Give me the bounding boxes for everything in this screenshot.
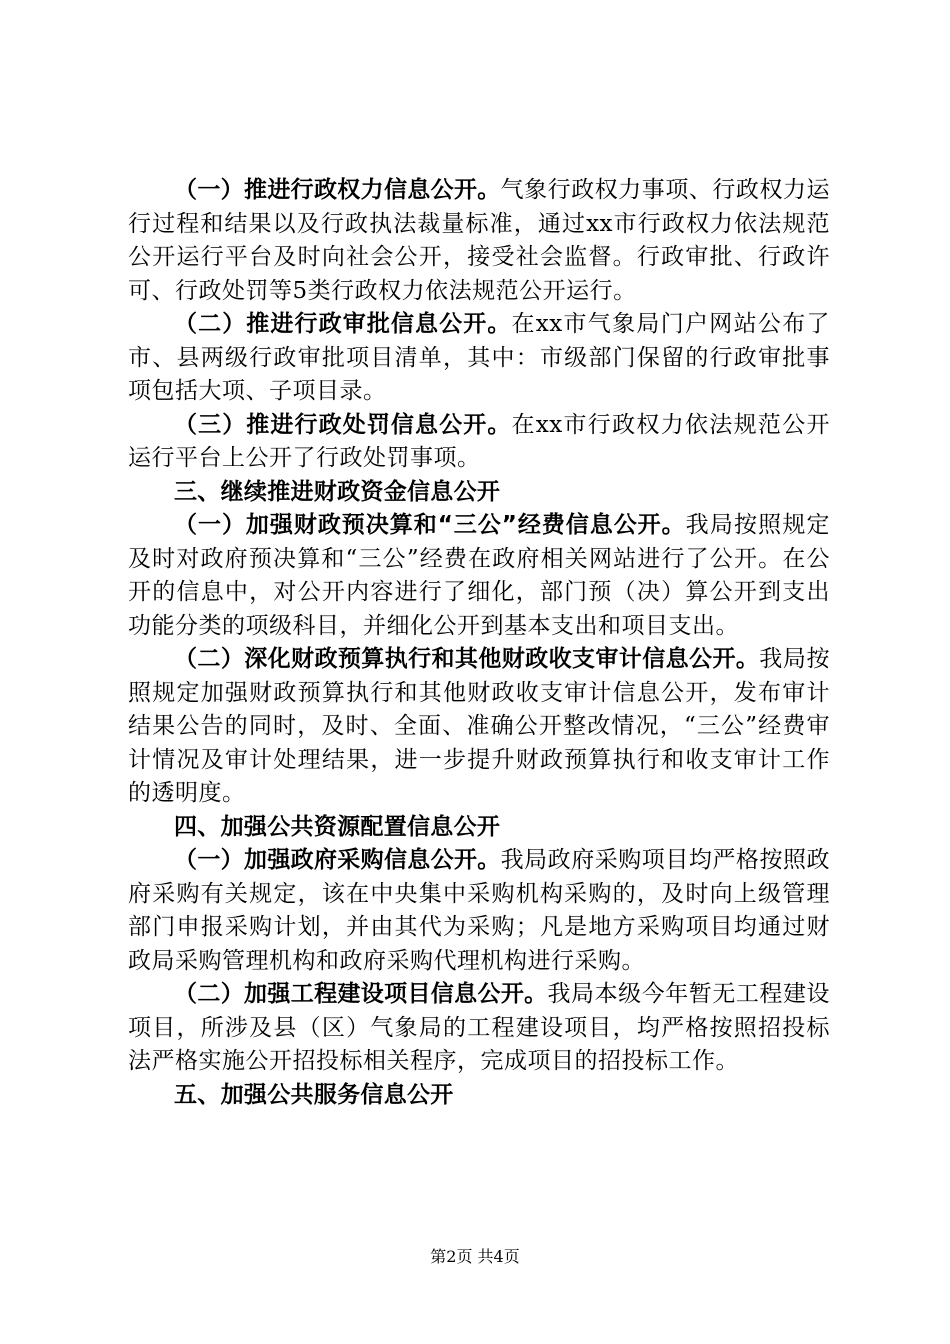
paragraph-construction — [128, 978, 830, 1079]
paragraph-lead: （一）推进行政权力信息公开。 — [174, 177, 501, 203]
paragraph-text: 我局按照规定及时对政府预决算和“三公”经费在政府相关网站进行了公开。在公开的信息中，对公开内容进行了细化，部门预（决）算公开到支出功能分类的项级科目，并细化公开到基本支出和项目支出。 — [128, 512, 831, 639]
section-heading-fiscal: 三、继续推进财政资金信息公开 — [174, 478, 501, 505]
paragraph-audit-disclosure — [128, 643, 830, 811]
paragraph-admin-power — [128, 174, 830, 308]
paragraph-lead: （二）深化财政预算执行和其他财政收支审计信息公开。 — [174, 646, 760, 672]
paragraph-text: 我局政府采购项目均严格按照政府采购有关规定，该在中央集中采购机构采购的，及时向上级管理部门申报采购计划，并由其代为采购；凡是地方采购项目均通过财政局采购管理机构和政府采购代理机构进行采购。 — [128, 847, 831, 974]
page-number-footer: 第2页 共4页 — [430, 1247, 520, 1266]
section-heading-public-service: 五、加强公共服务信息公开 — [174, 1081, 454, 1108]
paragraph-text: 在xx市气象局门户网站公布了市、县两级行政审批项目清单，其中：市级部门保留的行政审批事项包括大项、子项目录。 — [128, 311, 831, 404]
paragraph-admin-approval — [128, 308, 830, 409]
paragraph-lead: （二）推进行政审批信息公开。 — [174, 311, 512, 337]
paragraph-text: 我局本级今年暂无工程建设项目，所涉及县（区）气象局的工程建设项目，均严格按照招投标法严格实施公开招投标相关程序，完成项目的招投标工作。 — [128, 981, 830, 1074]
paragraph-lead: （一）加强财政预决算和“三公”经费信息公开。 — [174, 512, 686, 538]
paragraph-lead: （二）加强工程建设项目信息公开。 — [174, 981, 548, 1007]
paragraph-lead: （三）推进行政处罚信息公开。 — [174, 411, 512, 438]
paragraph-lead: （一）加强政府采购信息公开。 — [174, 847, 501, 873]
paragraph-procurement — [128, 844, 830, 978]
paragraph-text: 我局按照规定加强财政预算执行和其他财政收支审计信息公开，发布审计结果公告的同时，及时、全面、准确公开整改情况，“三公”经费审计情况及审计处理结果，进一步提升财政预算执行和收支审计工作的透明度。 — [128, 646, 831, 806]
paragraph-text: 气象行政权力事项、行政权力运行过程和结果以及行政执法裁量标准，通过xx市行政权力依法规范公开运行平台及时向社会公开，接受社会监督。行政审批、行政许可、行政处罚等5类行政权力依法规范公开运行。 — [128, 177, 831, 304]
paragraph-admin-penalty — [128, 409, 830, 476]
paragraph-budget-disclosure — [128, 509, 830, 643]
document-body — [128, 174, 830, 1112]
paragraph-text: 在xx市行政权力依法规范公开运行平台上公开了行政处罚事项。 — [128, 411, 831, 471]
section-heading-resources: 四、加强公共资源配置信息公开 — [174, 813, 501, 840]
